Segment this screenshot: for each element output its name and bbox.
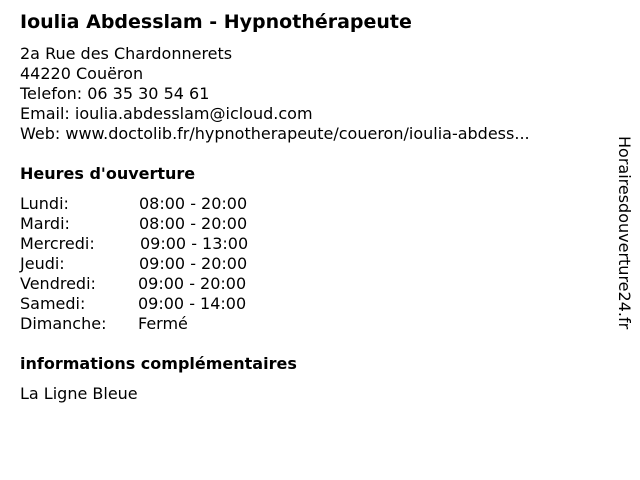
day-label: Vendredi: xyxy=(20,274,96,293)
hours-row-sunday xyxy=(20,314,320,334)
day-label: Dimanche: xyxy=(20,314,107,333)
day-label: Mardi: xyxy=(20,214,70,233)
additional-info-heading: informations complémentaires xyxy=(20,354,297,373)
time-value: 08:00 - 20:00 xyxy=(139,214,248,233)
website-url: Web: www.doctolib.fr/hypnotherapeute/coueron/ioulia-abdess... xyxy=(20,124,530,143)
page-title: Ioulia Abdesslam - Hypnothérapeute xyxy=(20,11,412,33)
hours-row-tuesday xyxy=(20,214,320,234)
additional-info-text: La Ligne Bleue xyxy=(20,384,138,403)
contact-block xyxy=(20,44,530,144)
phone-number: Telefon: 06 35 30 54 61 xyxy=(20,84,210,103)
site-watermark-text: Horairesdouverture24.fr xyxy=(615,136,634,330)
site-watermark xyxy=(612,136,636,376)
hours-row-saturday xyxy=(20,294,320,314)
day-label: Mercredi: xyxy=(20,234,95,253)
time-value: 08:00 - 20:00 xyxy=(139,194,248,213)
day-label: Jeudi: xyxy=(20,254,65,273)
day-label: Lundi: xyxy=(20,194,69,213)
time-value: Fermé xyxy=(138,314,188,333)
time-value: 09:00 - 14:00 xyxy=(138,294,247,313)
day-label: Samedi: xyxy=(20,294,86,313)
hours-row-friday xyxy=(20,274,320,294)
hours-row-monday xyxy=(20,194,320,214)
time-value: 09:00 - 20:00 xyxy=(138,274,247,293)
hours-row-thursday xyxy=(20,254,320,274)
street-address: 2a Rue des Chardonnerets xyxy=(20,44,233,63)
hours-row-wednesday xyxy=(20,234,320,254)
time-value: 09:00 - 13:00 xyxy=(140,234,249,253)
time-value: 09:00 - 20:00 xyxy=(139,254,248,273)
email-address: Email: ioulia.abdesslam@icloud.com xyxy=(20,104,313,123)
opening-hours-heading: Heures d'ouverture xyxy=(20,164,196,183)
city-postcode: 44220 Couëron xyxy=(20,64,144,83)
opening-hours-table xyxy=(20,194,320,334)
